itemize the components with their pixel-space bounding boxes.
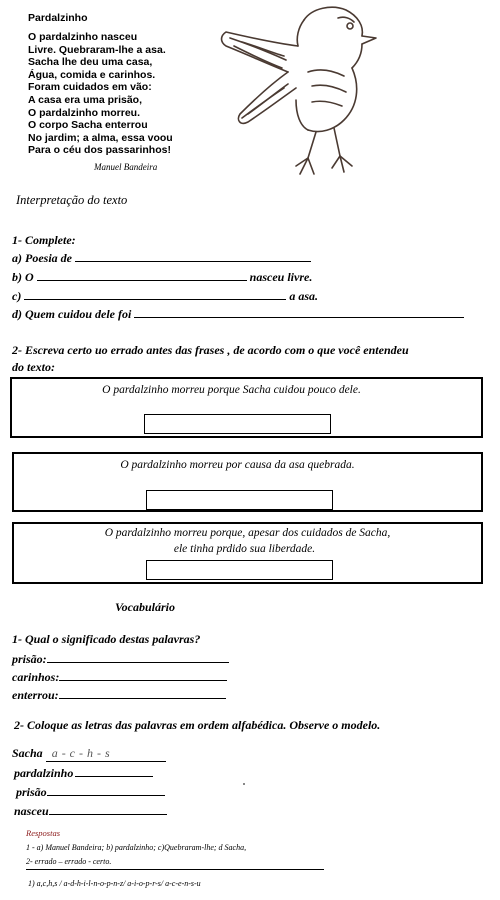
sparrow-illustration [212, 2, 392, 180]
statement-box-2 [12, 452, 483, 512]
statement-text: O pardalzinho morreu por causa da asa quebrada. [120, 459, 355, 471]
answer-field[interactable] [146, 490, 333, 510]
section-heading-interpretation: Interpretação do texto [16, 193, 128, 207]
poem-line: Água, comida e carinhos. [28, 68, 156, 81]
statement-text: O pardalzinho morreu porque Sacha cuidou pouco dele. [102, 384, 361, 396]
order-word-row: prisão [16, 784, 165, 800]
vocab-question-2: 2- Coloque as letras das palavras em ordem alfabédica. Observe o modelo. [14, 718, 381, 732]
vocab-word-prisao: prisão: [12, 651, 229, 667]
statement-text-line1: O pardalzinho morreu porque, apesar dos cuidados de Sacha, [104, 527, 391, 539]
answers-line-1: 1 - a) Manuel Bandeira; b) pardalzinho; c)Quebraram-lhe; d Sacha, [26, 843, 247, 852]
answers-heading: Respostas [26, 828, 60, 838]
question-1c: c) a asa. [12, 289, 318, 303]
poem-line: O pardalzinho morreu. [28, 106, 141, 119]
order-model-row: Sacha a - c - h - s [12, 746, 166, 762]
question-2-line2: do texto: [12, 360, 55, 374]
poem-author: Manuel Bandeira [94, 162, 158, 172]
vocab-question-1: 1- Qual o significado destas palavras? [12, 632, 201, 646]
answers-line-3: 1) a,c,h,s / a-d-h-i-l-n-o-p-n-z/ a-i-o-p-r-s/ a-c-e-n-s-u [28, 879, 201, 888]
question-1b: b) O nasceu livre. [12, 270, 313, 284]
answers-divider [26, 869, 324, 870]
statement-box-3 [12, 522, 483, 584]
poem-line: Foram cuidados em vão: [28, 81, 152, 94]
order-word-row: nasceu [14, 803, 167, 819]
poem-line: A casa era uma prisão, [28, 94, 143, 106]
poem-line: O corpo Sacha enterrou [28, 119, 148, 132]
poem-line: Para o céu dos passarinhos! [28, 144, 171, 157]
poem-line: O pardalzinho nasceu [28, 31, 138, 43]
order-word-row: pardalzinho [14, 765, 153, 781]
stray-mark [243, 783, 245, 785]
answers-line-2: 2- errado – errado - certo. [26, 857, 112, 866]
question-2-line1: 2- Escreva certo uo errado antes das frases , de acordo com o que você entendeu [12, 343, 409, 357]
statement-box-1 [10, 377, 483, 438]
question-1d: d) Quem cuidou dele foi [12, 306, 464, 322]
poem-title: Pardalzinho [28, 12, 88, 24]
poem-line: No jardim; a alma, essa voou [28, 131, 173, 144]
answer-field[interactable] [144, 414, 331, 434]
question-1a: a) Poesia de [12, 250, 311, 266]
vocab-word-enterrou: enterrou: [12, 687, 226, 703]
answer-field[interactable] [146, 560, 333, 580]
poem-line: Livre. Quebraram-lhe a asa. [28, 43, 166, 56]
vocab-word-carinhos: carinhos: [12, 669, 227, 685]
section-heading-vocabulary: Vocabulário [115, 600, 176, 614]
question-1-title: 1- Complete: [12, 233, 76, 247]
poem-line: Sacha lhe deu uma casa, [28, 56, 153, 69]
statement-text-line2: ele tinha prdido sua liberdade. [173, 543, 316, 555]
model-answer: a - c - h - s [51, 746, 111, 760]
